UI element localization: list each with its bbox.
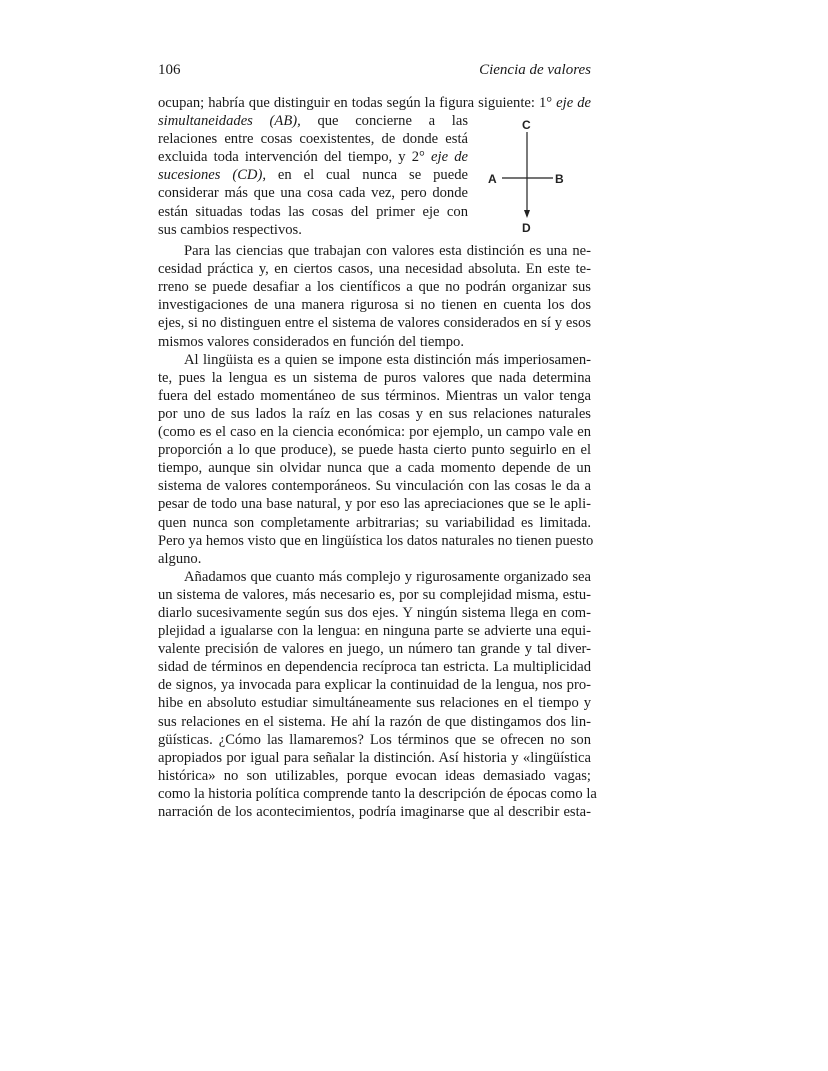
wrapped-text [158,112,468,242]
text-line: Al lingüista es a quien se impone esta distinción más imperiosamen- [184,351,591,368]
text-line: apropiados por igual para señalar la distinción. Así historia y «lingüística [158,749,591,766]
text-line: ejes, si no distinguen entre el sistema de valores considerados en sí y esos [158,315,591,332]
text-line: sidad de términos en dependencia recíproca tan estricta. La multiplicidad [158,659,591,676]
text-line: proporción a lo que produce), se puede hasta cierto punto seguirlo en el [158,442,591,459]
label-c: C [522,118,531,133]
text-line: Para las ciencias que trabajan con valores esta distinción es una ne- [184,243,591,260]
text-line: diarlo sucesivamente según sus dos ejes. Y ningún sistema llega en com- [158,604,591,621]
running-title: Ciencia de valores [479,62,591,78]
text-line: como la historia política comprende tanto la descripción de épocas como la [158,785,597,802]
text-line: alguno. [158,550,202,567]
text-line: güísticas. ¿Cómo las llamaremos? Los términos que se ofrecen no son [158,731,591,748]
text-line: quen nunca son completamente arbitrarias; su variabilidad es limitada. [158,514,591,531]
text-line: mismos valores considerados en función del tiempo. [158,333,464,350]
text-line: fuera del estado momentáneo de sus términos. Mientras un valor tenga [158,387,591,404]
text-line: sus cambios respectivos. [158,221,302,238]
text-line: narración de los acontecimientos, podría imaginarse que al describir esta- [158,804,591,820]
text-line: de signos, ya invocada para explicar la continuidad de la lengua, nos pro- [158,677,591,694]
text-line: (como es el caso en la ciencia económica: por ejemplo, un campo vale en [158,424,591,441]
page-number: 106 [158,62,181,78]
text-line: ocupan; habría que distinguir en todas según la figura siguiente: 1° eje de [158,95,591,111]
axes-diagram-icon [468,112,591,242]
paragraph-1 [158,242,591,351]
text-line: por uno de sus lados la raíz en las cosas y en sus relaciones naturales [158,405,591,422]
text-line: considerar más que una cosa cada vez, pero donde [158,185,468,202]
running-header [158,60,591,80]
text-line: pesar de todo una base natural, y por eso las apreciaciones que se le apli- [158,496,591,513]
label-b: B [555,172,564,187]
text-line: sus relaciones en el sistema. He ahí la razón de que distingamos dos lin- [158,713,591,730]
text-line: te, pues la lengua es un sistema de puros valores que nada determina [158,369,591,386]
text-line: excluida toda intervención del tiempo, y 2° eje de [158,149,468,166]
text-line: investigaciones de una manera rigurosa si no tienen en cuenta los dos [158,297,591,314]
text-line: están situadas todas las cosas del primer eje con [158,203,468,220]
text-line: rreno se puede desafiar a los científicos a que no podrán organizar sus [158,279,591,296]
text-line: cesidad práctica y, en ciertos casos, una necesidad absoluta. En este te- [158,261,591,278]
text-line: sucesiones (CD), en el cual nunca se puede [158,167,468,184]
label-a: A [488,172,497,187]
text-line: Añadamos que cuanto más complejo y rigurosamente organizado sea [184,568,591,585]
text-line: hibe en absoluto estudiar simultáneamente sus relaciones en el tiempo y [158,695,591,712]
text-line: un sistema de valores, más necesario es, por su complejidad misma, estu- [158,586,591,603]
text-line: plejidad a igualarse con la lengua: en ninguna parte se advierte una equi- [158,623,591,640]
figure-wrap-block [158,112,591,242]
text-line: tiempo, aunque sin olvidar nunca que a cada momento depende de un [158,460,591,477]
paragraph-3 [158,568,597,821]
text-line: Pero ya hemos visto que en lingüística los datos naturales no tienen puesto [158,532,594,549]
axes-figure [468,112,591,242]
label-d: D [522,221,531,236]
text-line: relaciones entre cosas coexistentes, de donde está [158,131,468,148]
paragraph-2 [158,351,594,568]
text-line: sistema de valores contemporáneos. Su vinculación con las cosas le da a [158,478,591,495]
book-page [158,60,597,821]
text-line: histórica» no son utilizables, porque evocan ideas demasiado vagas; [158,767,591,784]
text-line: simultaneidades (AB), que concierne a las [158,113,468,130]
text-line: valente precisión de valores en juego, un número tan grande y tal diver- [158,641,591,658]
